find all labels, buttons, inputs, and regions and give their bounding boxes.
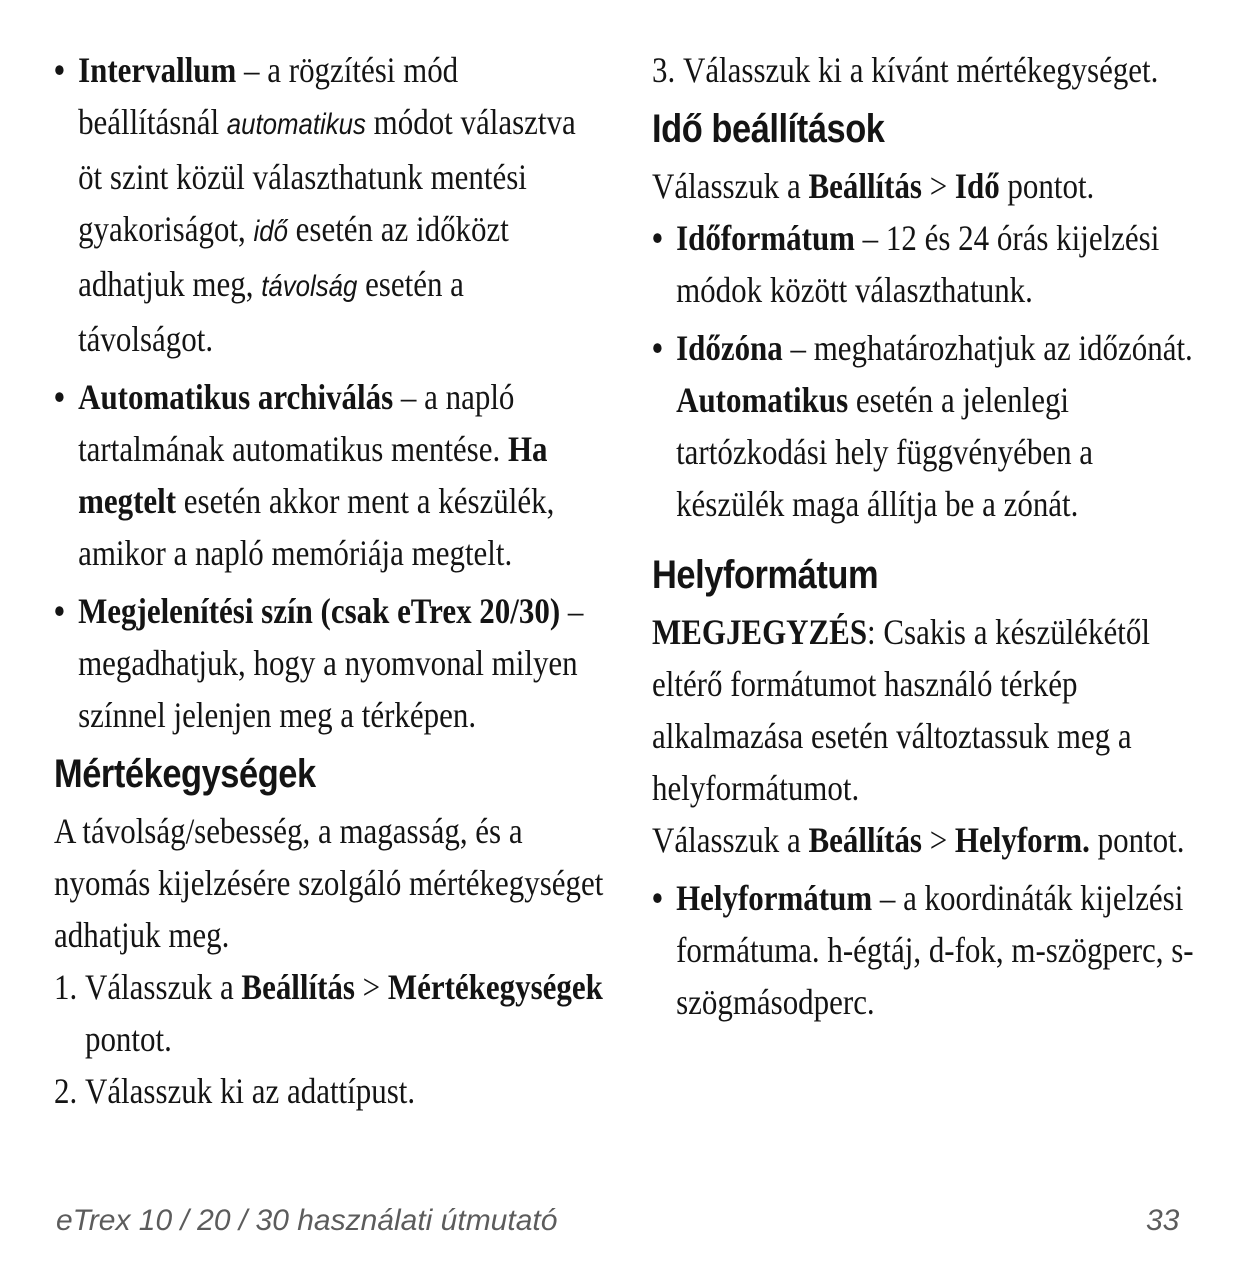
text: esetén a távolságot.	[78, 264, 464, 359]
left-column	[54, 44, 604, 1117]
bullet-dot: •	[54, 591, 65, 631]
text: pontot.	[84, 1019, 172, 1059]
bullet-dot: •	[652, 328, 663, 368]
text: – a napló tartalmának automatikus mentése.	[78, 377, 515, 469]
term-megjelenitesi-szin: Megjelenítési szín (csak eTrex 20/30)	[78, 591, 561, 631]
menu-beallitas: Beállítás	[808, 820, 922, 860]
paragraph-ido	[652, 160, 1202, 212]
heading-mertekegysegek: Mértékegységek	[54, 752, 316, 796]
page-number: 33	[1146, 1204, 1180, 1237]
right-column	[652, 44, 1202, 1034]
bullet-idoformatum	[652, 212, 1202, 316]
bullet-dot: •	[652, 218, 663, 258]
menu-ido: Idő	[954, 166, 1000, 206]
step-number: 1.	[54, 967, 78, 1007]
text: – megadhatjuk, hogy a nyomvonal milyen színnel jelenjen meg a térképen.	[78, 591, 584, 735]
bullet-helyformatum	[652, 872, 1202, 1028]
note-label: MEGJEGYZÉS	[652, 612, 868, 652]
term-idozona: Időzóna	[676, 328, 783, 368]
text: – 12 és 24 órás kijelzési módok között választhatunk.	[676, 218, 1160, 310]
text: esetén a jelenlegi tartózkodási hely függvényében a készülék maga állítja be a zónát.	[676, 380, 1094, 524]
text: Válasszuk a	[84, 967, 242, 1007]
term-archivalas: Automatikus archiválás	[78, 377, 394, 417]
term-helyformatum: Helyformátum	[676, 878, 873, 918]
note-paragraph	[652, 606, 1202, 814]
bullet-dot: •	[54, 50, 65, 90]
menu-helyform: Helyform.	[954, 820, 1090, 860]
text: – meghatározhatjuk az időzónát.	[782, 328, 1193, 368]
term-ha-megtelt: Ha megtelt	[78, 429, 548, 521]
step-3	[652, 44, 1202, 96]
menu-beallitas: Beállítás	[241, 967, 355, 1007]
heading-ido-beallitasok: Idő beállítások	[652, 107, 885, 151]
bullet-idozona	[652, 322, 1202, 530]
text: >	[921, 166, 955, 206]
text: esetén akkor ment a készülék, amikor a napló memóriája megtelt.	[78, 481, 555, 573]
text: – a koordináták kijelzési formátuma. h-égtáj, d-fok, m-szögperc, s-szögmásodperc.	[676, 878, 1194, 1022]
term-idoformatum: Időformátum	[676, 218, 855, 258]
text: >	[921, 820, 955, 860]
text: esetén az időközt adhatjuk meg,	[78, 209, 509, 304]
text: : Csakis a készülékétől eltérő formátumot használó térkép alkalmazása esetén változtassuk meg a helyformátumot.	[652, 612, 1150, 808]
bullet-dot: •	[54, 377, 65, 417]
italic-term: idő	[253, 215, 288, 248]
italic-term: távolság	[261, 270, 358, 303]
bullet-megjelenitesi-szin	[54, 585, 604, 741]
step-number: 2.	[54, 1071, 78, 1111]
step-2	[54, 1065, 604, 1117]
step-number: 3.	[652, 50, 676, 90]
text: Válasszuk ki a kívánt mértékegységet.	[682, 50, 1159, 90]
menu-mertekegysegek: Mértékegységek	[387, 967, 603, 1007]
bullet-intervallum	[54, 44, 604, 365]
bullet-dot: •	[652, 878, 663, 918]
bullet-automatikus-archivalas	[54, 371, 604, 579]
step-1	[54, 961, 604, 1065]
menu-beallitas: Beállítás	[808, 166, 922, 206]
text: Válasszuk a	[652, 820, 809, 860]
term-intervallum: Intervallum	[78, 50, 237, 90]
text: >	[354, 967, 388, 1007]
text: módot választva öt szint közül választhatunk mentési gyakoriságot,	[78, 102, 576, 249]
text: pontot.	[999, 166, 1095, 206]
text: pontot.	[1089, 820, 1185, 860]
text: Válasszuk ki az adattípust.	[84, 1071, 416, 1111]
paragraph-mertekegysegek: A távolság/sebesség, a magasság, és a nyomás kijelzésére szolgáló mértékegységet adhatjuk meg.	[54, 811, 604, 955]
term-automatikus: Automatikus	[676, 380, 849, 420]
paragraph-helyform	[652, 814, 1202, 866]
text: – a rögzítési mód beállításnál	[78, 50, 459, 142]
footer-title: eTrex 10 / 20 / 30 használati útmutató	[56, 1204, 558, 1237]
heading-helyformatum: Helyformátum	[652, 553, 879, 597]
text: Válasszuk a	[652, 166, 809, 206]
italic-term: automatikus	[226, 108, 366, 141]
